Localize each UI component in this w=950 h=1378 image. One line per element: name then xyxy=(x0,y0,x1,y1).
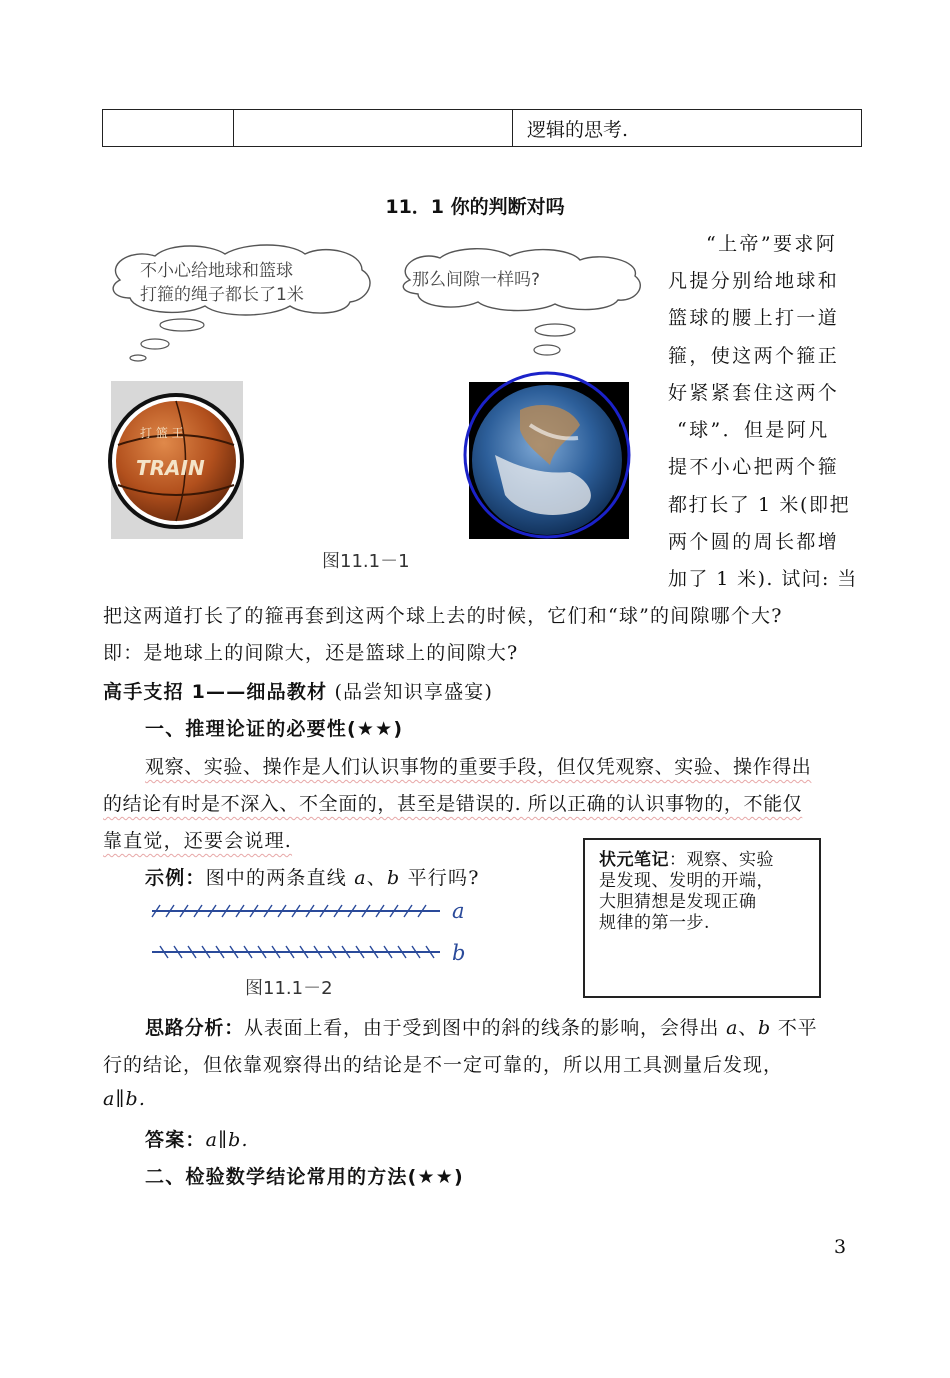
label-b: b xyxy=(452,941,466,965)
top-table xyxy=(102,109,862,147)
right-column-line: 都打长了 1 米(即把 xyxy=(668,494,851,516)
note-line: 大胆猜想是发现正确 xyxy=(599,892,757,912)
bubble-left-line2: 打箍的绳子都长了1米 xyxy=(140,285,304,305)
page-number: 3 xyxy=(834,1236,847,1258)
right-column-line: 提不小心把两个箍 xyxy=(668,456,840,478)
example-label: 示例： xyxy=(145,867,206,889)
basketball-image xyxy=(110,381,243,539)
subheading-1: 一、推理论证的必要性(★★) xyxy=(145,718,404,740)
section-title: 11．1 你的判断对吗 xyxy=(385,196,565,218)
para1-line: 观察、实验、操作是人们认识事物的重要手段，但仅凭观察、实验、操作得出 xyxy=(145,756,812,778)
example-sep: 、 xyxy=(366,867,387,889)
answer-value: a∥b. xyxy=(205,1129,249,1151)
line-a xyxy=(152,905,440,917)
bubble-left-line1: 不小心给地球和篮球 xyxy=(140,261,293,281)
right-column-line: “球”．但是阿凡 xyxy=(677,419,830,441)
thought-bubble-right xyxy=(403,249,640,355)
figure1-caption: 图11.1－1 xyxy=(322,551,410,572)
note-box xyxy=(583,838,821,998)
para1-line: 的结论有时是不深入、不全面的，甚至是错误的. 所以正确的认识事物的，不能仅 xyxy=(103,793,803,815)
analysis-text: 不平 xyxy=(770,1017,818,1039)
note-line: 规律的第一步. xyxy=(599,913,710,933)
figure2-caption: 图11.1－2 xyxy=(245,978,333,999)
note-line: ：观察、实验 xyxy=(669,850,774,870)
right-column-line: 好紧紧套住这两个 xyxy=(668,382,840,404)
analysis-text: 从表面上看，由于受到图中的斜的线条的影响，会得出 xyxy=(244,1017,727,1039)
right-column-line: 箍，使这两个箍正 xyxy=(668,345,840,367)
analysis-line xyxy=(145,1013,817,1040)
heading-1 xyxy=(103,677,493,704)
table-cell xyxy=(234,110,513,147)
heading-1-bold: 高手支招 1——细品教材 xyxy=(103,681,328,703)
example-text: 图中的两条直线 xyxy=(205,867,355,889)
right-column-line: 篮球的腰上打一道 xyxy=(668,307,840,329)
table-cell xyxy=(103,110,234,147)
bubble-right-text: 那么间隙一样吗? xyxy=(412,270,541,290)
var-a: a xyxy=(726,1017,739,1039)
body-line: 即：是地球上的间隙大，还是篮球上的间隙大? xyxy=(103,642,519,664)
var-b: b xyxy=(386,867,401,889)
analysis-line: a∥b. xyxy=(103,1088,147,1110)
body-line: 把这两道打长了的箍再套到这两个球上去的时候，它们和“球”的间隙哪个大? xyxy=(103,605,783,627)
answer-line xyxy=(145,1125,249,1152)
right-column-line: 凡提分别给地球和 xyxy=(668,270,840,292)
example-line xyxy=(145,863,480,890)
heading-1-normal: (品尝知识享盛宴) xyxy=(327,681,494,703)
analysis-label: 思路分析： xyxy=(145,1017,245,1039)
right-column-line: 两个圆的周长都增 xyxy=(668,531,840,553)
analysis-sep: 、 xyxy=(738,1017,759,1039)
note-title: 状元笔记 xyxy=(599,850,669,870)
line-b xyxy=(152,946,440,958)
figure-parallel-lines xyxy=(140,890,480,1005)
earth-image xyxy=(465,373,629,539)
subheading-2: 二、检验数学结论常用的方法(★★) xyxy=(145,1166,464,1188)
analysis-line: 行的结论，但依靠观察得出的结论是不一定可靠的，所以用工具测量后发现， xyxy=(103,1054,784,1076)
ball-text-brand: TRAIN xyxy=(136,456,205,480)
right-column-line: “上帝”要求阿 xyxy=(706,233,838,255)
note-line: 是发现、发明的开端， xyxy=(599,871,774,891)
para1-line: 靠直觉，还要会说理. xyxy=(103,830,293,852)
var-a: a xyxy=(354,867,367,889)
table-cell: 逻辑的思考. xyxy=(513,110,862,147)
label-a: a xyxy=(452,899,465,923)
figure-basketball-earth xyxy=(100,240,660,590)
ball-text-top: 打 篮 王 xyxy=(140,426,184,440)
answer-label: 答案： xyxy=(145,1129,206,1151)
var-b: b xyxy=(758,1017,771,1039)
example-text: 平行吗? xyxy=(400,867,480,889)
right-column-line: 加了 1 米). 试问: 当 xyxy=(668,568,858,590)
